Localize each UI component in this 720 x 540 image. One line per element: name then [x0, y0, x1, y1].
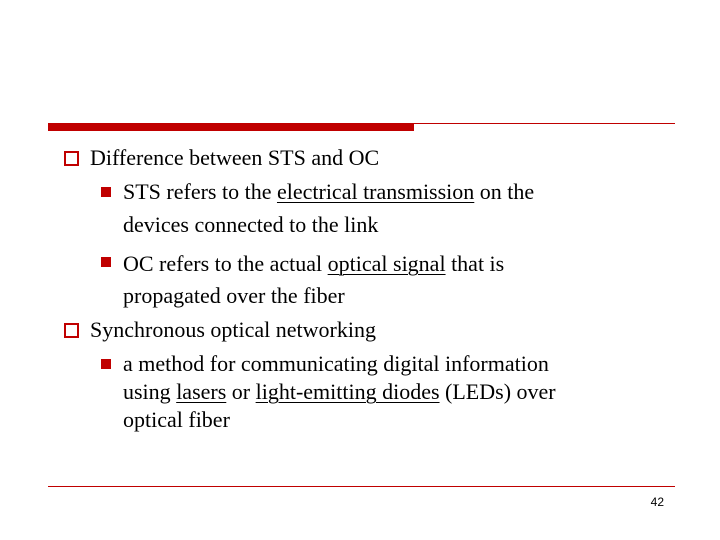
sub-bullet-method-line1: a method for communicating digital information: [123, 351, 549, 376]
sub-bullet-method-line2: using lasers or light-emitting diodes (LEDs) over: [123, 379, 556, 404]
sub-bullet-oc-line2: propagated over the fiber: [123, 283, 345, 308]
sub-bullet-oc-line1: OC refers to the actual optical signal that is: [123, 251, 505, 276]
sub-bullet-sts-line1: STS refers to the electrical transmission on the: [123, 179, 535, 204]
solid-square-bullet-icon: [101, 257, 111, 267]
hollow-square-bullet-icon: [64, 151, 79, 166]
sub-bullet-sts-line2: devices connected to the link: [123, 212, 379, 237]
hollow-square-bullet-icon: [64, 323, 79, 338]
term-optical-signal: optical signal: [327, 251, 446, 276]
bullet-synchronous: Synchronous optical networking: [90, 317, 376, 342]
solid-square-bullet-icon: [101, 187, 111, 197]
bullet-difference: Difference between STS and OC: [90, 145, 380, 170]
term-electrical-transmission: electrical transmission: [276, 179, 475, 204]
bottom-divider: [48, 486, 675, 487]
page-number: 42: [650, 495, 664, 509]
term-leds: light-emitting diodes: [255, 379, 440, 404]
solid-square-bullet-icon: [101, 359, 111, 369]
sub-bullet-method-line3: optical fiber: [123, 407, 230, 432]
term-lasers: lasers: [176, 379, 227, 404]
